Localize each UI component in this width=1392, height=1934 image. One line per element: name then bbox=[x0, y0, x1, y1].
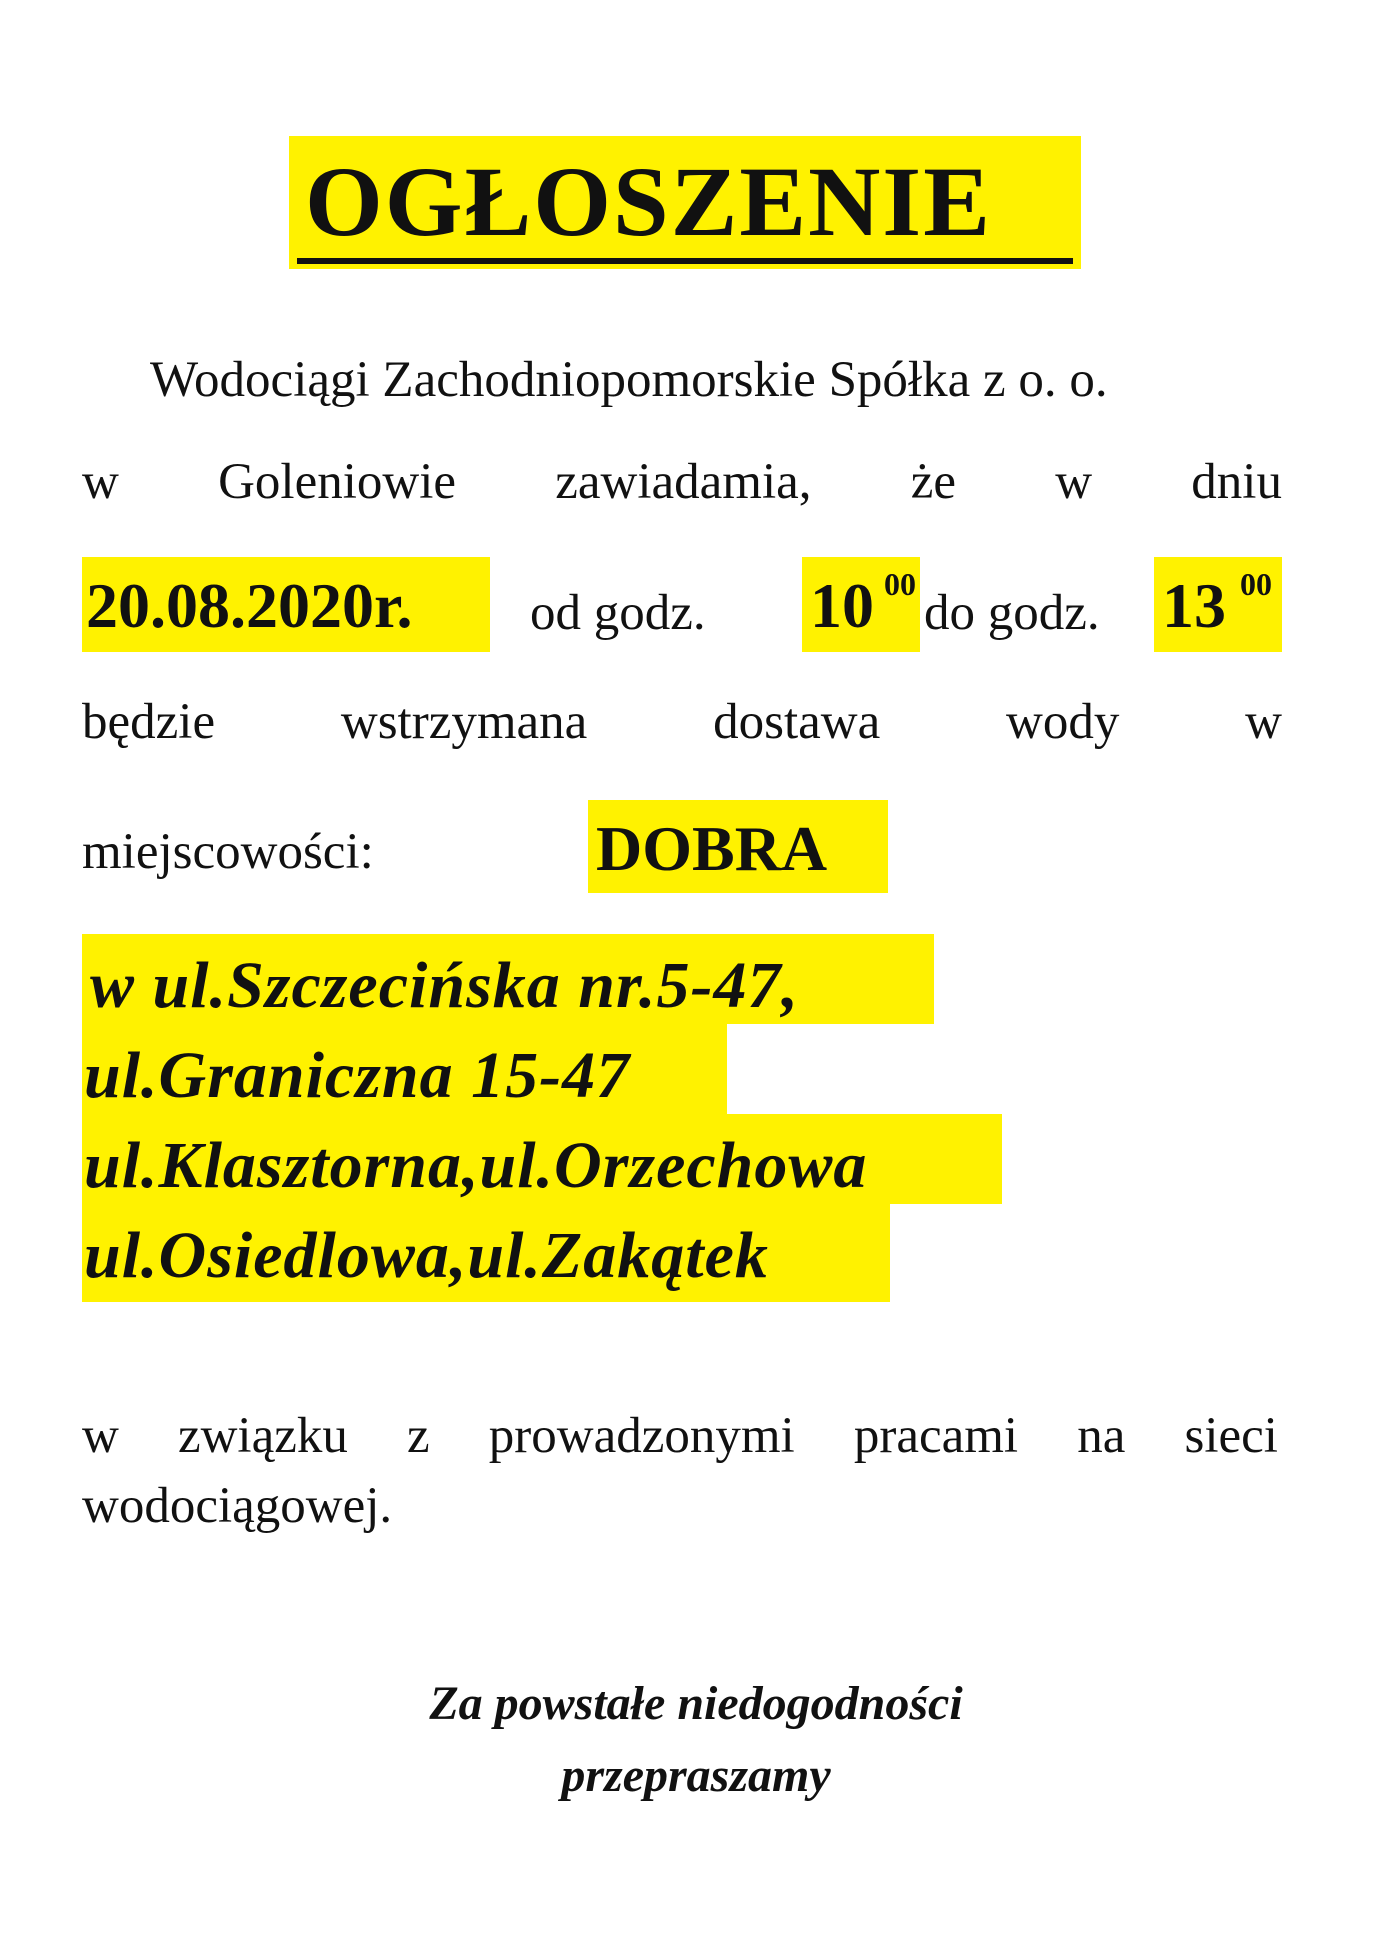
word: że bbox=[910, 454, 957, 510]
line-wstrzymana bbox=[82, 692, 1282, 752]
street-line: ul.Osiedlowa,ul.Zakątek bbox=[84, 1219, 769, 1292]
time-to-minutes: 00 bbox=[1240, 566, 1272, 602]
locality-name: DOBRA bbox=[596, 813, 828, 884]
time-from-hour: 10 bbox=[810, 570, 874, 641]
company-line: Wodociągi Zachodniopomorskie Spółka z o. o. bbox=[150, 352, 1108, 408]
closing-line-1: Za powstałe niedogodności bbox=[429, 1677, 963, 1730]
street-line: ul.Graniczna 15-47 bbox=[84, 1039, 631, 1112]
closing-line-2: przepraszamy bbox=[561, 1749, 831, 1802]
date-time-row bbox=[82, 557, 1282, 652]
street-line: ul.Klasztorna,ul.Orzechowa bbox=[84, 1129, 868, 1202]
word: z bbox=[407, 1408, 430, 1464]
line-zawiadamia bbox=[82, 452, 1282, 512]
word: na bbox=[1077, 1408, 1126, 1464]
word: zawiadamia, bbox=[555, 454, 812, 510]
locality-highlight bbox=[588, 800, 888, 893]
reason-line-2: wodociągowej. bbox=[82, 1478, 393, 1534]
word: dniu bbox=[1191, 454, 1282, 510]
outage-date: 20.08.2020r. bbox=[86, 570, 413, 641]
reason-line-1 bbox=[82, 1406, 1278, 1466]
from-label: od godz. bbox=[530, 585, 706, 641]
notice-title: OGŁOSZENIE bbox=[305, 146, 992, 257]
word: w bbox=[1055, 454, 1093, 510]
word: Goleniowie bbox=[218, 454, 457, 510]
time-to-highlight bbox=[1154, 557, 1282, 652]
word: w bbox=[82, 454, 119, 510]
word: w bbox=[1245, 694, 1282, 750]
word: wstrzymana bbox=[340, 694, 588, 750]
time-from-highlight bbox=[802, 557, 920, 652]
word: w bbox=[82, 1408, 119, 1464]
title-underline bbox=[297, 258, 1073, 264]
word: związku bbox=[177, 1408, 348, 1464]
word: dostawa bbox=[713, 694, 881, 750]
word: będzie bbox=[82, 694, 216, 750]
locality-label: miejscowości: bbox=[82, 824, 374, 880]
word: pracami bbox=[853, 1408, 1019, 1464]
title-highlight bbox=[289, 136, 1081, 269]
date-highlight bbox=[82, 557, 490, 652]
street-line: w ul.Szczecińska nr.5-47, bbox=[90, 949, 799, 1022]
word: wody bbox=[1006, 694, 1120, 750]
time-from-minutes: 00 bbox=[884, 566, 916, 602]
to-label: do godz. bbox=[924, 585, 1100, 641]
time-to-hour: 13 bbox=[1162, 570, 1226, 641]
word: prowadzonymi bbox=[488, 1408, 795, 1464]
word: sieci bbox=[1184, 1408, 1278, 1464]
